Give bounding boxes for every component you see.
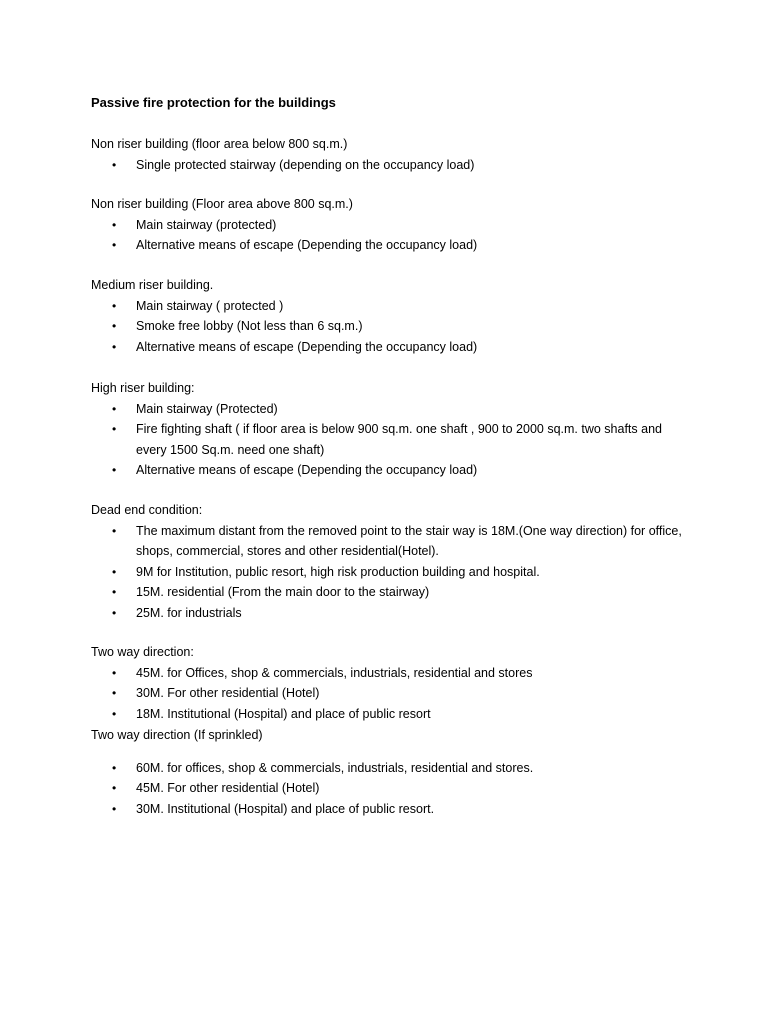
- section-heading: Non riser building (floor area below 800 sq.m.): [91, 137, 348, 151]
- list-item: [91, 337, 691, 358]
- bullet-icon: •: [112, 422, 117, 437]
- list-item-text: Main stairway ( protected ): [136, 298, 284, 313]
- section-dead-end-condition: [91, 500, 691, 624]
- section-non-riser-below-800: [91, 134, 691, 175]
- bullet-icon: •: [112, 401, 117, 416]
- list-item-text: 45M. For other residential (Hotel): [136, 781, 320, 796]
- list-item-text: Alternative means of escape (Depending the occupancy load): [136, 463, 478, 478]
- bullet-list: [91, 399, 691, 481]
- list-item-text: 15M. residential (From the main door to the stairway): [136, 585, 430, 600]
- section-heading: Dead end condition:: [91, 503, 203, 517]
- list-item-text: 60M. for offices, shop & commercials, industrials, residential and stores.: [136, 760, 534, 775]
- list-item: [91, 603, 691, 624]
- bullet-list: [91, 758, 691, 820]
- list-item: [91, 399, 691, 420]
- section-non-riser-above-800: [91, 194, 691, 256]
- bullet-list: [91, 663, 691, 725]
- list-item-text: Alternative means of escape (Depending the occupancy load): [136, 339, 478, 354]
- list-item-text: Main stairway (protected): [136, 217, 277, 232]
- section-heading: Medium riser building.: [91, 278, 214, 292]
- bullet-icon: •: [112, 706, 117, 721]
- list-item: [91, 562, 691, 583]
- list-item-text: The maximum distant from the removed point to the stair way is 18M.(One way direction) for office, shops, commercial, stores and other residential(Hotel).: [136, 523, 682, 559]
- bullet-icon: •: [112, 686, 117, 701]
- bullet-list: [91, 215, 691, 256]
- list-item-text: Smoke free lobby (Not less than 6 sq.m.): [136, 319, 363, 334]
- bullet-icon: •: [112, 523, 117, 538]
- section-medium-riser: [91, 275, 691, 357]
- list-item: [91, 704, 691, 725]
- list-item: [91, 582, 691, 603]
- list-item: [91, 419, 691, 460]
- list-item-text: Main stairway (Protected): [136, 401, 278, 416]
- bullet-icon: •: [112, 217, 117, 232]
- bullet-icon: •: [112, 585, 117, 600]
- bullet-icon: •: [112, 801, 117, 816]
- list-item: [91, 683, 691, 704]
- section-heading: Two way direction:: [91, 645, 194, 659]
- section-two-way-direction: [91, 642, 691, 724]
- bullet-icon: •: [112, 157, 117, 172]
- list-item-text: Fire fighting shaft ( if floor area is below 900 sq.m. one shaft , 900 to 2000 sq.m. two shafts and every 1500 Sq.m. need one shaft): [136, 422, 662, 457]
- list-item: [91, 215, 691, 236]
- list-item: [91, 316, 691, 337]
- list-item: [91, 778, 691, 799]
- section-high-riser: [91, 378, 691, 481]
- list-item-text: 25M. for industrials: [136, 605, 242, 620]
- section-heading: Non riser building (Floor area above 800 sq.m.): [91, 197, 353, 211]
- paragraph-spacer: [91, 746, 691, 758]
- bullet-icon: •: [112, 238, 117, 253]
- list-item: [91, 758, 691, 779]
- bullet-icon: •: [112, 319, 117, 334]
- list-item: [91, 235, 691, 256]
- bullet-icon: •: [112, 564, 117, 579]
- list-item-text: Single protected stairway (depending on the occupancy load): [136, 157, 475, 172]
- list-item: [91, 799, 691, 820]
- bullet-icon: •: [112, 463, 117, 478]
- bullet-icon: •: [112, 781, 117, 796]
- list-item-text: 18M. Institutional (Hospital) and place of public resort: [136, 706, 431, 721]
- list-item-text: 9M for Institution, public resort, high risk production building and hospital.: [136, 564, 540, 579]
- list-item-text: Alternative means of escape (Depending the occupancy load): [136, 238, 478, 253]
- list-item-text: 30M. For other residential (Hotel): [136, 686, 320, 701]
- list-item: [91, 521, 691, 562]
- section-heading: Two way direction (If sprinkled): [91, 728, 263, 742]
- bullet-icon: •: [112, 605, 117, 620]
- bullet-icon: •: [112, 760, 117, 775]
- list-item-text: 45M. for Offices, shop & commercials, industrials, residential and stores: [136, 665, 533, 680]
- bullet-icon: •: [112, 665, 117, 680]
- list-item: [91, 663, 691, 684]
- bullet-list: [91, 155, 691, 176]
- bullet-list: [91, 521, 691, 624]
- bullet-icon: •: [112, 298, 117, 313]
- section-heading: High riser building:: [91, 381, 195, 395]
- list-item: [91, 296, 691, 317]
- section-two-way-direction-sprinkled: [91, 725, 691, 819]
- document-title: Passive fire protection for the buildings: [91, 95, 336, 110]
- list-item: [91, 155, 691, 176]
- list-item-text: 30M. Institutional (Hospital) and place of public resort.: [136, 801, 435, 816]
- bullet-icon: •: [112, 339, 117, 354]
- list-item: [91, 460, 691, 481]
- bullet-list: [91, 296, 691, 358]
